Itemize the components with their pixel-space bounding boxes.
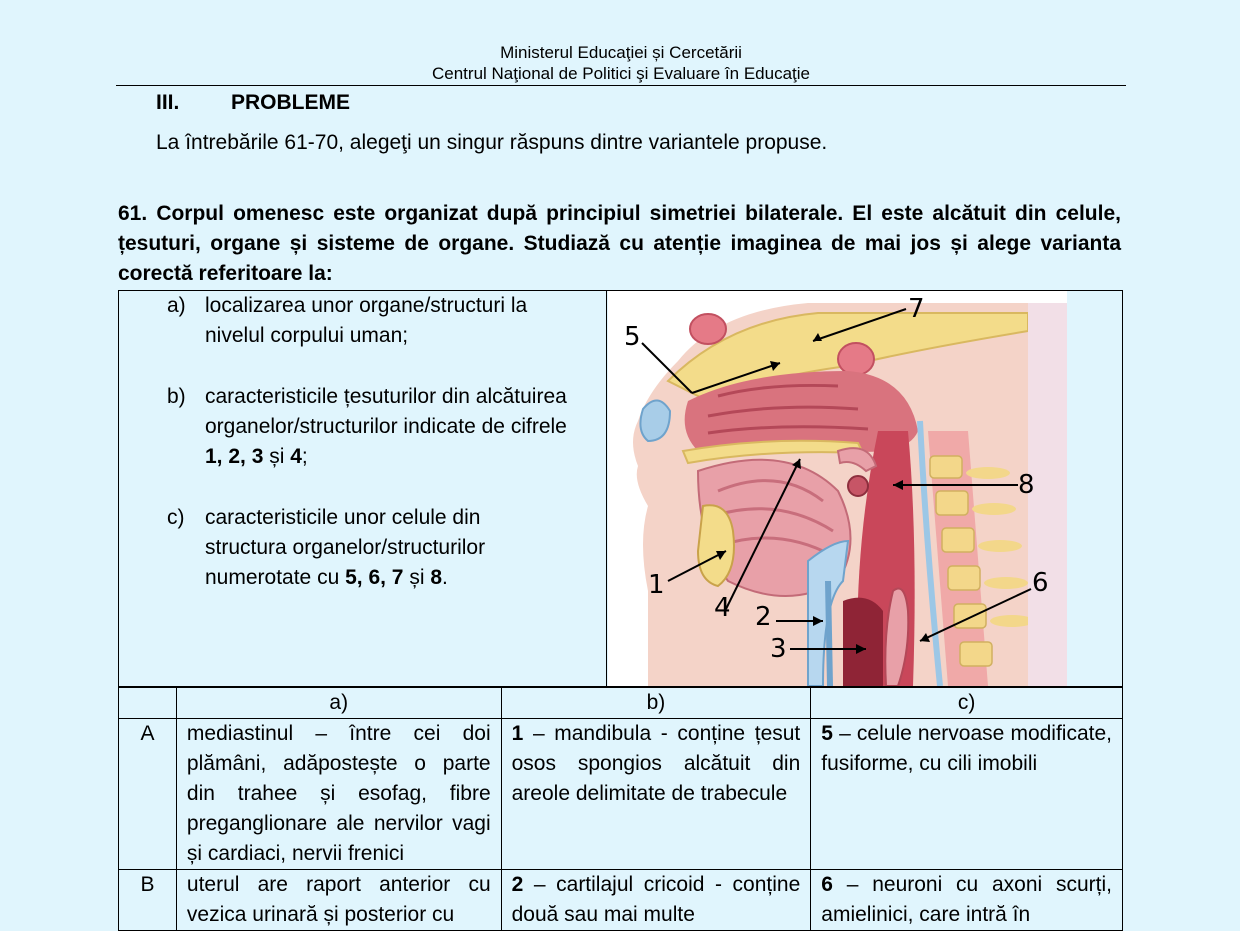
diagram-label-7: 7 bbox=[908, 294, 925, 324]
answer-row-b[interactable] bbox=[119, 870, 1123, 931]
question-text: Corpul omenesc este organizat după principiul simetriei bilaterale. El este alcătuit din celule, țesuturi, organe și sisteme de organe. Studiază cu atenție imaginea de mai jos și alege varianta corectă referitoare la: bbox=[118, 202, 1121, 285]
item-letter: b) bbox=[167, 385, 186, 408]
table-header-row bbox=[119, 688, 1123, 719]
header-a: a) bbox=[176, 688, 501, 719]
answer-cell-a: uterul are raport anterior cu vezica urinară și posterior cu bbox=[176, 870, 501, 931]
section-name: PROBLEME bbox=[231, 91, 351, 114]
diagram-label-6: 6 bbox=[1032, 568, 1049, 598]
header-center: Centrul Naţional de Politici şi Evaluare în Educaţie bbox=[432, 64, 810, 83]
header-c: c) bbox=[811, 688, 1123, 719]
section-title bbox=[156, 91, 350, 115]
diagram-label-8: 8 bbox=[1018, 470, 1035, 500]
item-a bbox=[167, 291, 567, 351]
answer-cell-b: 2 – cartilajul cricoid - conține două sau mai multe bbox=[501, 870, 811, 931]
item-c bbox=[167, 503, 567, 593]
answer-cell-c: 5 – celule nervoase modificate, fusiforme, cu cili imobili bbox=[811, 719, 1123, 870]
item-text: localizarea unor organe/structuri la nivelul corpului uman; bbox=[205, 294, 528, 347]
instruction-text: La întrebările 61-70, alegeţi un singur răspuns dintre variantele propuse. bbox=[156, 131, 828, 154]
diagram-label-5: 5 bbox=[624, 322, 641, 352]
item-letter: c) bbox=[167, 506, 185, 529]
question-box bbox=[118, 290, 1123, 687]
answer-row-a[interactable] bbox=[119, 719, 1123, 870]
item-text: caracteristicile țesuturilor din alcătuirea organelor/structurilor indicate de cifrele 1, 2, 3 și 4; bbox=[205, 385, 567, 468]
item-text: caracteristicile unor celule din structura organelor/structurilor numerotate cu 5, 6, 7 și 8. bbox=[205, 506, 486, 589]
question-items bbox=[119, 291, 607, 686]
page-header bbox=[116, 42, 1126, 86]
answer-cell-b: 1 – mandibula - conține țesut osos spongios alcătuit din areole delimitate de trabecule bbox=[501, 719, 811, 870]
question-number: 61. bbox=[118, 202, 148, 225]
answer-option-label[interactable]: B bbox=[119, 870, 177, 931]
answer-cell-c: 6 – neuroni cu axoni scurți, amielinici, care intră în bbox=[811, 870, 1123, 931]
answer-option-label[interactable]: A bbox=[119, 719, 177, 870]
empty-header-cell bbox=[119, 688, 177, 719]
diagram-label-4: 4 bbox=[714, 593, 731, 623]
question-61 bbox=[118, 199, 1121, 289]
diagram-label-1: 1 bbox=[648, 570, 665, 600]
diagram-label-3: 3 bbox=[770, 634, 787, 664]
header-b: b) bbox=[501, 688, 811, 719]
diagram-label-2: 2 bbox=[755, 602, 772, 632]
section-number: III. bbox=[156, 91, 180, 114]
item-letter: a) bbox=[167, 294, 186, 317]
head-neck-anatomy-diagram bbox=[608, 291, 1122, 686]
header-ministry: Ministerul Educaţiei și Cercetării bbox=[500, 43, 742, 62]
answer-table bbox=[118, 687, 1123, 931]
answer-cell-a: mediastinul – între cei doi plămâni, adăpostește o parte din trahee și esofag, fibre preganglionare ale nervilor vagi și cardiaci, nervii frenici bbox=[176, 719, 501, 870]
item-b bbox=[167, 382, 567, 472]
